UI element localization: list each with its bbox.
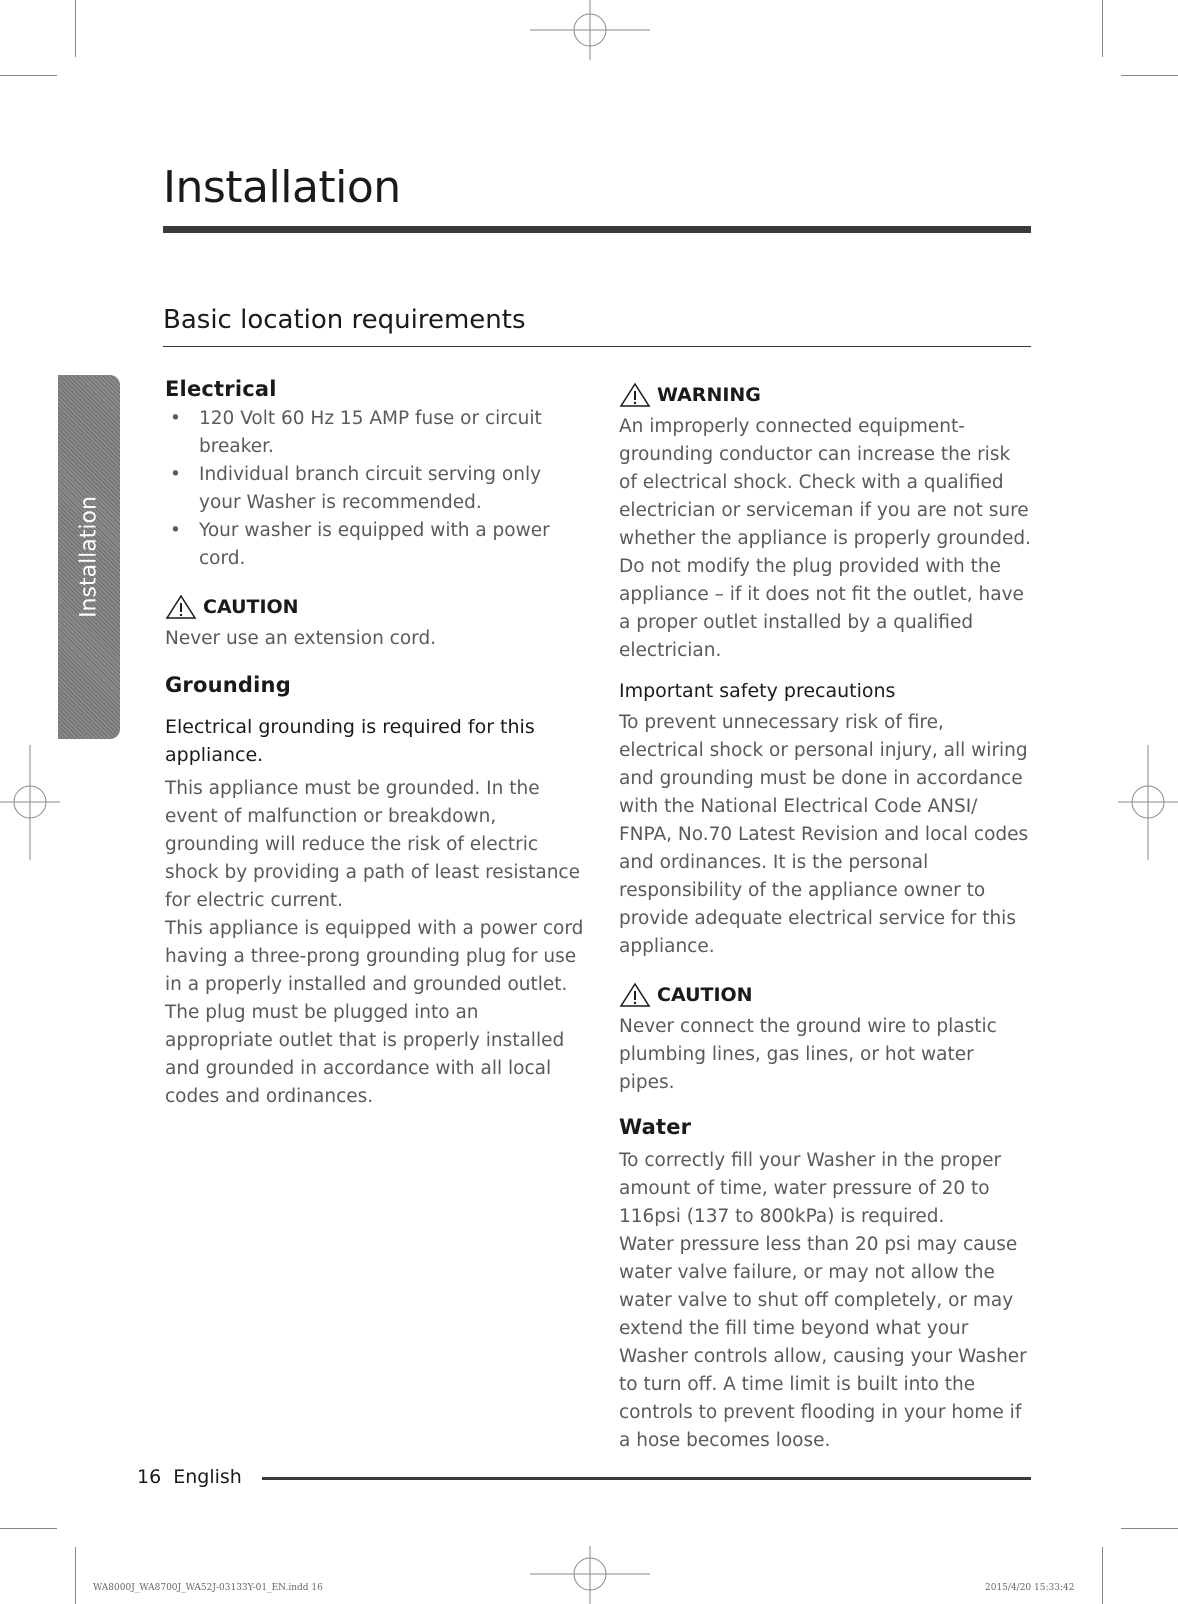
caution-label: CAUTION xyxy=(657,984,753,1006)
caution-text: Never connect the ground wire to plastic plumbing lines, gas lines, or hot water pipes. xyxy=(619,1016,997,1093)
safety-heading: Important safety precautions xyxy=(619,680,896,702)
crop-mark xyxy=(1102,1547,1103,1604)
safety-text: To prevent unnecessary risk of fire, electrical shock or personal injury, all wiring and grounding must be done in accordance with the National Electrical Code ANSI/ FNPA, No.70 Latest Revision and local codes and ordinances. It is the personal responsibility of the appliance owner to provide adequate electrical service for this appliance. xyxy=(619,712,1029,957)
crop-mark xyxy=(1102,0,1103,57)
title-rule xyxy=(163,226,1031,233)
grounding-subheading: Electrical grounding is required for this appliance. xyxy=(165,716,535,766)
right-column xyxy=(619,381,1031,1455)
warning-triangle-icon xyxy=(619,382,651,408)
list-item: • Individual branch circuit serving only your Washer is recommended. xyxy=(165,461,585,517)
registration-mark-right xyxy=(1118,745,1178,860)
crop-mark xyxy=(0,75,57,76)
caution-text: Never use an extension cord. xyxy=(165,628,437,649)
page-language: English xyxy=(173,1466,242,1488)
crop-mark xyxy=(1121,1528,1178,1529)
grounding-paragraph: This appliance must be grounded. In the event of malfunction or breakdown, grounding will reduce the risk of electric shock by providing a path of least resistance for electric current. xyxy=(165,778,580,911)
side-tab xyxy=(58,375,120,739)
warning-heading xyxy=(619,381,1031,409)
registration-mark-top xyxy=(530,0,650,60)
page-number: 16 xyxy=(137,1466,162,1488)
side-tab-label: Installation xyxy=(76,496,102,618)
print-timestamp: 2015/4/20 15:33:42 xyxy=(985,1583,1075,1593)
warning-triangle-icon xyxy=(619,982,651,1008)
electrical-list xyxy=(165,405,585,573)
electrical-heading: Electrical xyxy=(165,377,277,401)
footer-rule xyxy=(262,1477,1031,1480)
crop-mark xyxy=(1121,75,1178,76)
crop-mark xyxy=(75,1547,76,1604)
grounding-paragraph: The plug must be plugged into an appropriate outlet that is properly installed and grounded in accordance with all local codes and ordinances. xyxy=(165,1002,565,1107)
caution-label: CAUTION xyxy=(203,596,299,618)
crop-mark xyxy=(75,0,76,57)
list-item: • Your washer is equipped with a power cord. xyxy=(165,517,585,573)
warning-label: WARNING xyxy=(657,384,761,406)
registration-mark-left xyxy=(0,745,60,860)
water-paragraph: To correctly fill your Washer in the proper amount of time, water pressure of 20 to 116psi (137 to 800kPa) is required. xyxy=(619,1150,1002,1227)
water-paragraph: Water pressure less than 20 psi may cause water valve failure, or may not allow the water valve to shut off completely, or may extend the fill time beyond what your Washer controls allow, causing your Washer to turn off. A time limit is built into the controls to prevent flooding in your home if a hose becomes loose. xyxy=(619,1234,1027,1451)
caution-heading xyxy=(619,981,1031,1009)
warning-text: An improperly connected equipment-grounding conductor can increase the risk of electrical shock. Check with a qualified electrician or serviceman if you are not sure whether the appliance is properly grounded. Do not modify the plug provided with the appliance – if it does not fit the outlet, have a proper outlet installed by a qualified electrician. xyxy=(619,416,1032,661)
print-file-info: WA8000J_WA8700J_WA52J-03133Y-01_EN.indd 16 xyxy=(93,1583,323,1593)
registration-mark-bottom xyxy=(530,1546,650,1604)
grounding-heading: Grounding xyxy=(165,673,291,697)
crop-mark xyxy=(0,1528,57,1529)
section-title: Basic location requirements xyxy=(163,305,526,335)
caution-heading xyxy=(165,593,585,621)
section-rule xyxy=(163,346,1031,347)
chapter-title: Installation xyxy=(163,162,401,213)
warning-triangle-icon xyxy=(165,594,197,620)
grounding-paragraph: This appliance is equipped with a power cord having a three-prong grounding plug for use in a properly installed and grounded outlet. xyxy=(165,918,584,995)
left-column xyxy=(165,375,585,1111)
page-footer xyxy=(137,1466,242,1488)
water-heading: Water xyxy=(619,1115,692,1139)
list-item: • 120 Volt 60 Hz 15 AMP fuse or circuit breaker. xyxy=(165,405,585,461)
